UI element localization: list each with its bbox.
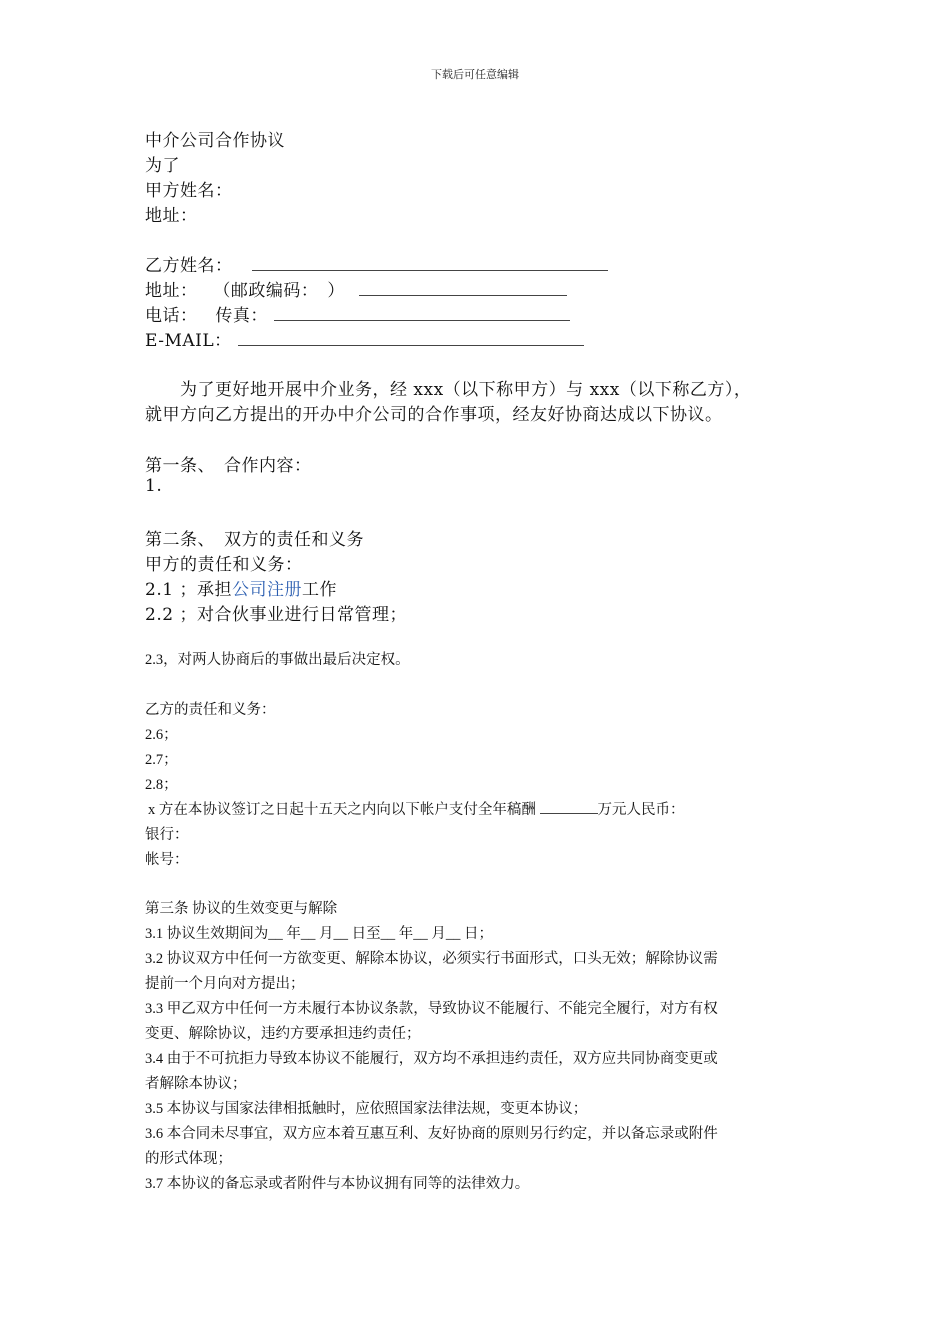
party-b-email-label: E-MAIL：	[145, 331, 232, 351]
payment-prefix: x 方在本协议签订之日起十五天之内向以下帐户支付全年稿酬	[148, 802, 536, 818]
article-1-item-1: 1.	[145, 476, 163, 496]
item-2-3: 2.3，对两人协商后的事做出最后决定权。	[145, 652, 410, 668]
party-b-phone-label: 电话：	[145, 306, 198, 326]
item-3-6-line-1: 3.6 本合同未尽事宜，双方应本着互惠互利、友好协商的原则另行约定，并以备忘录或附件	[145, 1126, 718, 1142]
party-a-duties-heading: 甲方的责任和义务：	[145, 555, 303, 575]
party-b-phone-row	[145, 301, 570, 326]
party-b-email-blank	[238, 331, 584, 346]
party-a-address-label: 地址：	[145, 206, 198, 226]
company-registration-link[interactable]: 公司注册	[231, 580, 302, 600]
party-b-address-label: 地址：	[145, 281, 198, 301]
item-3-3-line-2: 变更、解除协议，违约方要承担违约责任；	[145, 1026, 421, 1042]
item-3-2-line-1: 3.2 协议双方中任何一方欲变更、解除本协议，必须实行书面形式，口头无效；解除协议需	[145, 951, 718, 967]
party-b-email-row	[145, 326, 584, 351]
intro-line-1: 为了更好地开展中介业务，经 xxx（以下称甲方）与 xxx（以下称乙方），	[180, 380, 752, 400]
party-b-fax-blank	[274, 306, 570, 321]
item-2-1-prefix: 2.1 ；承担	[145, 580, 232, 600]
payment-suffix: 万元人民币：	[597, 802, 685, 818]
page-header: 下载后可任意编辑	[431, 68, 519, 81]
item-2-7: 2.7；	[145, 752, 178, 768]
item-2-6: 2.6；	[145, 727, 178, 743]
item-2-1-suffix: 工作	[301, 580, 337, 600]
party-b-postcode-label: （邮政编码： ）	[213, 281, 345, 301]
item-3-5: 3.5 本协议与国家法律相抵触时，应依照国家法律法规，变更本协议；	[145, 1101, 588, 1117]
item-2-2: 2.2 ；对合伙事业进行日常管理；	[145, 605, 407, 625]
payment-amount-blank	[540, 800, 598, 814]
bank-label: 银行：	[145, 827, 189, 843]
article-3-title: 第三条 协议的生效变更与解除	[145, 901, 338, 917]
item-3-1: 3.1 协议生效期间为__ 年__ 月__ 日至__ 年__ 月__ 日；	[145, 926, 493, 942]
party-b-duties-heading: 乙方的责任和义务：	[145, 702, 276, 718]
party-b-name-label: 乙方姓名：	[145, 256, 233, 276]
article-2-title: 第二条、 双方的责任和义务	[145, 530, 364, 550]
party-b-fax-label: 传真：	[215, 306, 268, 326]
article-1-title: 第一条、 合作内容：	[145, 456, 312, 476]
document-title: 中介公司合作协议	[145, 131, 285, 151]
account-label: 帐号：	[145, 852, 189, 868]
item-3-3-line-1: 3.3 甲乙双方中任何一方未履行本协议条款，导致协议不能履行、不能完全履行，对方有权	[145, 1001, 718, 1017]
item-3-7: 3.7 本协议的备忘录或者附件与本协议拥有同等的法律效力。	[145, 1176, 530, 1192]
item-3-2-line-2: 提前一个月向对方提出；	[145, 976, 305, 992]
item-2-1	[145, 575, 337, 600]
purpose-line: 为了	[145, 156, 180, 176]
item-3-4-line-1: 3.4 由于不可抗拒力导致本协议不能履行，双方均不承担违约责任，双方应共同协商变更或	[145, 1051, 718, 1067]
party-a-name-label: 甲方姓名：	[145, 181, 233, 201]
intro-line-2: 就甲方向乙方提出的开办中介公司的合作事项，经友好协商达成以下协议。	[145, 405, 723, 425]
party-b-address-blank	[359, 281, 567, 296]
item-2-8: 2.8；	[145, 777, 178, 793]
party-b-address-row	[145, 276, 567, 301]
item-3-4-line-2: 者解除本协议；	[145, 1076, 247, 1092]
item-3-6-line-2: 的形式体现；	[145, 1151, 232, 1167]
party-b-name-row	[145, 251, 608, 276]
payment-row	[148, 798, 685, 819]
party-b-name-blank	[252, 256, 608, 271]
